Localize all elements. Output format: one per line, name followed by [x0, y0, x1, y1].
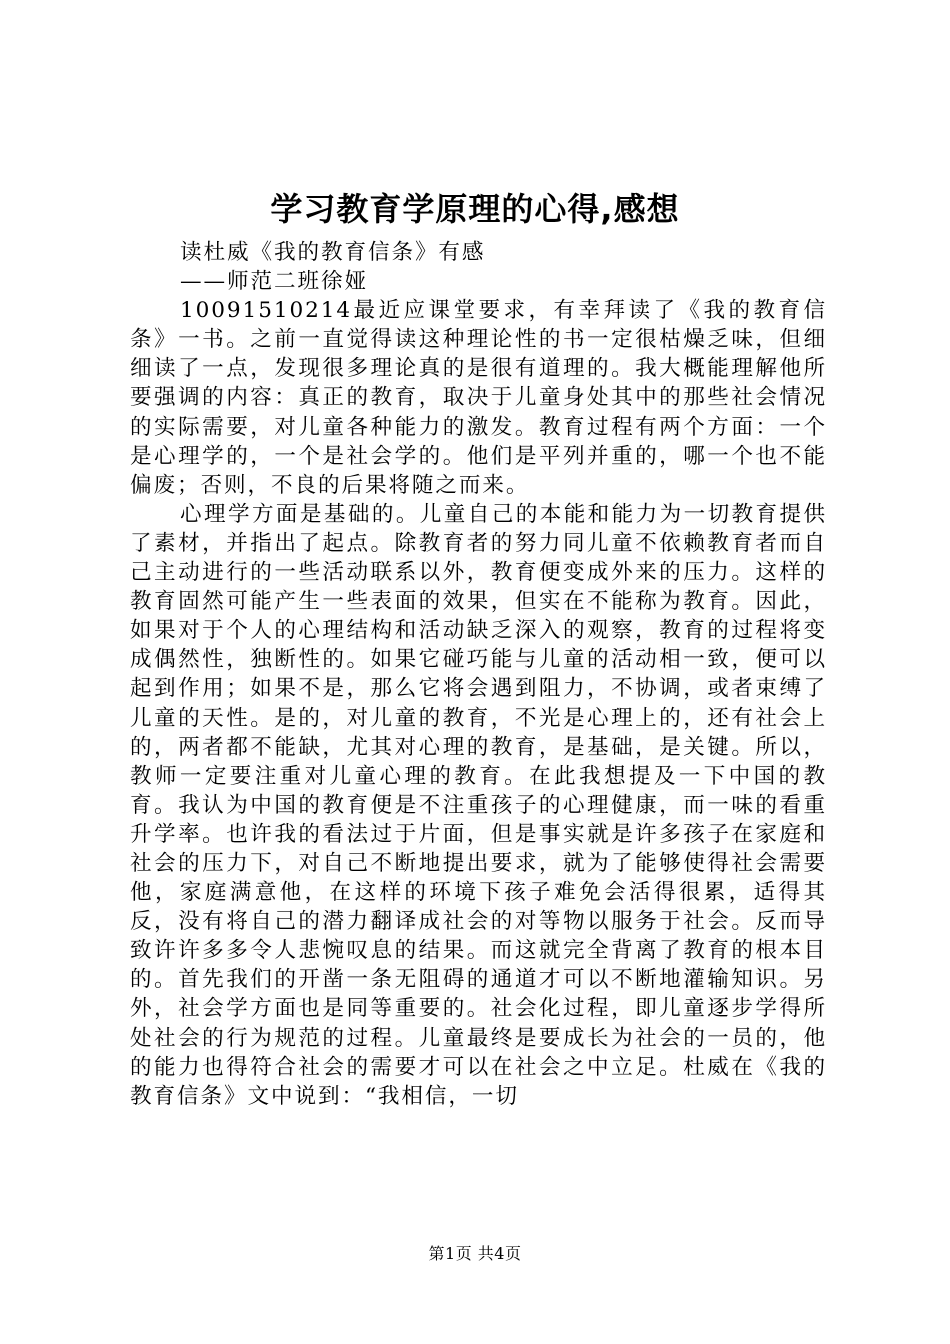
- document-body: [130, 238, 827, 1111]
- document-title: 学习教育学原理的心得,感想: [270, 190, 680, 228]
- body-paragraph-1: 10091510214最近应课堂要求，有幸拜读了《我的教育信条》一书。之前一直觉得读这种理论性的书一定很枯燥乏味，但细细读了一点，发现很多理论真的是很有道理的。我大概能理解他所要强调的内容：真正的教育，取决于儿童身处其中的那些社会情况的实际需要，对儿童各种能力的激发。教育过程有两个方面：一个是心理学的，一个是社会学的。他们是平列并重的，哪一个也不能偏废；否则，不良的后果将随之而来。: [130, 298, 827, 498]
- page-number-footer: 第1页 共4页: [428, 1244, 522, 1263]
- body-paragraph-2: 心理学方面是基础的。儿童自己的本能和能力为一切教育提供了素材，并指出了起点。除教育者的努力同儿童不依赖教育者而自己主动进行的一些活动联系以外，教育便变成外来的压力。这样的教育固然可能产生一些表面的效果，但实在不能称为教育。因此，如果对于个人的心理结构和活动缺乏深入的观察，教育的过程将变成偶然性，独断性的。如果它碰巧能与儿童的活动相一致，便可以起到作用；如果不是，那么它将会遇到阻力，不协调，或者束缚了儿童的天性。是的，对儿童的教育，不光是心理上的，还有社会上的，两者都不能缺，尤其对心理的教育，是基础，是关键。所以，教师一定要注重对儿童心理的教育。在此我想提及一下中国的教育。我认为中国的教育便是不注重孩子的心理健康，而一味的看重升学率。也许我的看法过于片面，但是事实就是许多孩子在家庭和社会的压力下，对自己不断地提出要求，就为了能够使得社会需要他，家庭满意他，在这样的环境下孩子难免会活得很累，适得其反，没有将自己的潜力翻译成社会的对等物以服务于社会。反而导致许许多多令人悲惋叹息的结果。而这就完全背离了教育的根本目的。首先我们的开凿一条无阻碍的通道才可以不断地灌输知识。另外，社会学方面也是同等重要的。社会化过程，即儿童逐步学得所处社会的行为规范的过程。儿童最终是要成长为社会的一员的，他的能力也得符合社会的需要才可以在社会之中立足。杜威在《我的教育信条》文中说到：“我相信，一切: [130, 501, 827, 1109]
- subtitle-line: 读杜威《我的教育信条》有感: [180, 240, 486, 265]
- author-line: ——师范二班徐娅: [180, 269, 368, 295]
